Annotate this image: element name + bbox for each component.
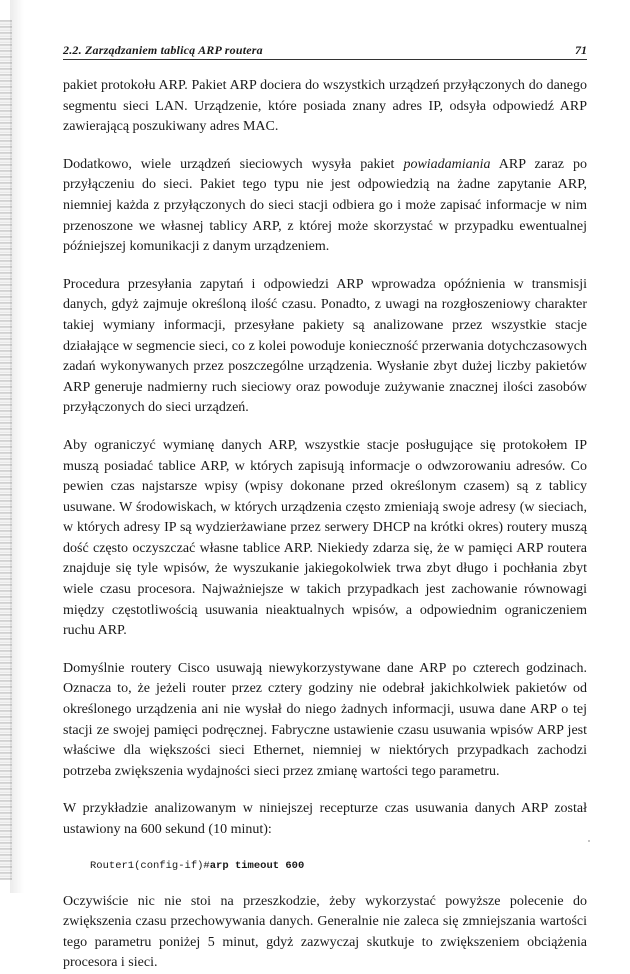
paragraph-text: Dodatkowo, wiele urządzeń sieciowych wysyła pakiet [63, 156, 404, 172]
paragraph-arp-delays: Procedura przesyłania zapytań i odpowiedzi ARP wprowadza opóźnienia w transmisji danych, gdyż zajmuje określoną ilość czasu. Ponadto, z uwagi na rozgłoszeniowy charakter takiej wymiany informacji, przesyłane pakiety są analizowane przez wszystkie stacje działające w segmencie sieci, co z kolei powoduje konieczność przerwania dotychczasowych zadań wykonywanych przez poszczególne urządzenia. Wysłanie zbyt dużej liczby pakietów ARP generuje nadmierny ruch sieciowy oraz powoduje zużywanie znacznej ilości zasobów przyłączonych do sieci urządzeń. [63, 276, 587, 416]
cli-command: arp timeout 600 [209, 859, 305, 872]
paragraph-arp-broadcast: pakiet protokołu ARP. Pakiet ARP dociera do wszystkich urządzeń przyłączonych do danego segmentu sieci LAN. Urządzenie, które posiada znany adres IP, odsyła odpowiedź ARP zawierającą poszukiwany adres MAC. [63, 78, 587, 135]
binding-shadow [10, 0, 24, 893]
paragraph-arp-tables: Aby ograniczyć wymianę danych ARP, wszystkie stacje posługujące się protokołem IP muszą posiadać tablice ARP, w których zapisują informacje o odwzorowaniu adresów. Co pewien czas najstarsze wpisy (wpisy dokonane przed określonym czasem) są z tablicy usuwane. W środowiskach, w których urządzenia często zmieniają swoje adresy (w sieciach, w których adresy IP są wydzierżawiane przez serwery DHCP na krótki okres) routery muszą dość często oczyszczać własne tablice ARP. Niekiedy zdarza się, że w pamięci ARP routera znajduje się tyle wpisów, że wyszukanie jakiegokolwiek trwa zbyt długo i pochłania zbyt wiele czasu procesora. Najważniejsze w takich przypadkach jest zachowanie równowagi między częstotliwością usuwania nieaktualnych wpisów, a odpowiednim ograniczeniem ruchu ARP. [63, 437, 587, 639]
paragraph-example-intro: W przykładzie analizowanym w niniejszej recepturze czas usuwania danych ARP został ustawiony na 600 sekund (10 minut): [63, 801, 587, 837]
page-body [63, 76, 587, 974]
scan-speck [588, 840, 590, 842]
page-header [63, 40, 587, 60]
paragraph-cisco-defaults: Domyślnie routery Cisco usuwają niewykorzystywane dane ARP po czterech godzinach. Oznacza to, że jeżeli router przez cztery godziny nie odebrał jakichkolwiek pakietów od określonego urządzenia ani nie wysłał do niego żadnych informacji, usuwa dane ARP o tej stacji ze swojej pamięci podręcznej. Fabryczne ustawienie czasu usuwania wpisów ARP jest właściwe dla większości sieci Ethernet, niemniej w niektórych przypadkach zachodzi potrzeba zwiększenia wydajności sieci przez zmianę wartości tego parametru. [63, 660, 587, 779]
emphasized-term: powiadamiania [403, 156, 491, 172]
running-title: 2.2. Zarządzaniem tablicą ARP routera [63, 43, 263, 57]
header-rule [63, 59, 587, 60]
paragraph-text: ARP zaraz po przyłączeniu do sieci. Pakiet tego typu nie jest odpowiedzią na żadne zapytanie ARP, niemniej każda z przyłączonych do sieci stacji odbiera go i może zapisać informacje w nim przenoszone we własnej tablicy ARP, z której może skorzystać w przypadku ewentualnej późniejszej komunikacji z danym urządzeniem. [63, 156, 587, 255]
page-number: 71 [575, 43, 587, 57]
paragraph-conclusion: Oczywiście nic nie stoi na przeszkodzie, żeby wykorzystać powyższe polecenie do zwiększenia czasu przechowywania danych. Generalnie nie zaleca się zmniejszania wartości tego parametru poniżej 5 minut, gdyż zazwyczaj skutkuje to zwiększeniem obciążenia procesora i sieci. [63, 893, 587, 971]
code-example [90, 858, 587, 874]
cli-prompt: Router1(config-if)# [90, 859, 210, 872]
paragraph-gratuitous-arp [63, 155, 587, 258]
